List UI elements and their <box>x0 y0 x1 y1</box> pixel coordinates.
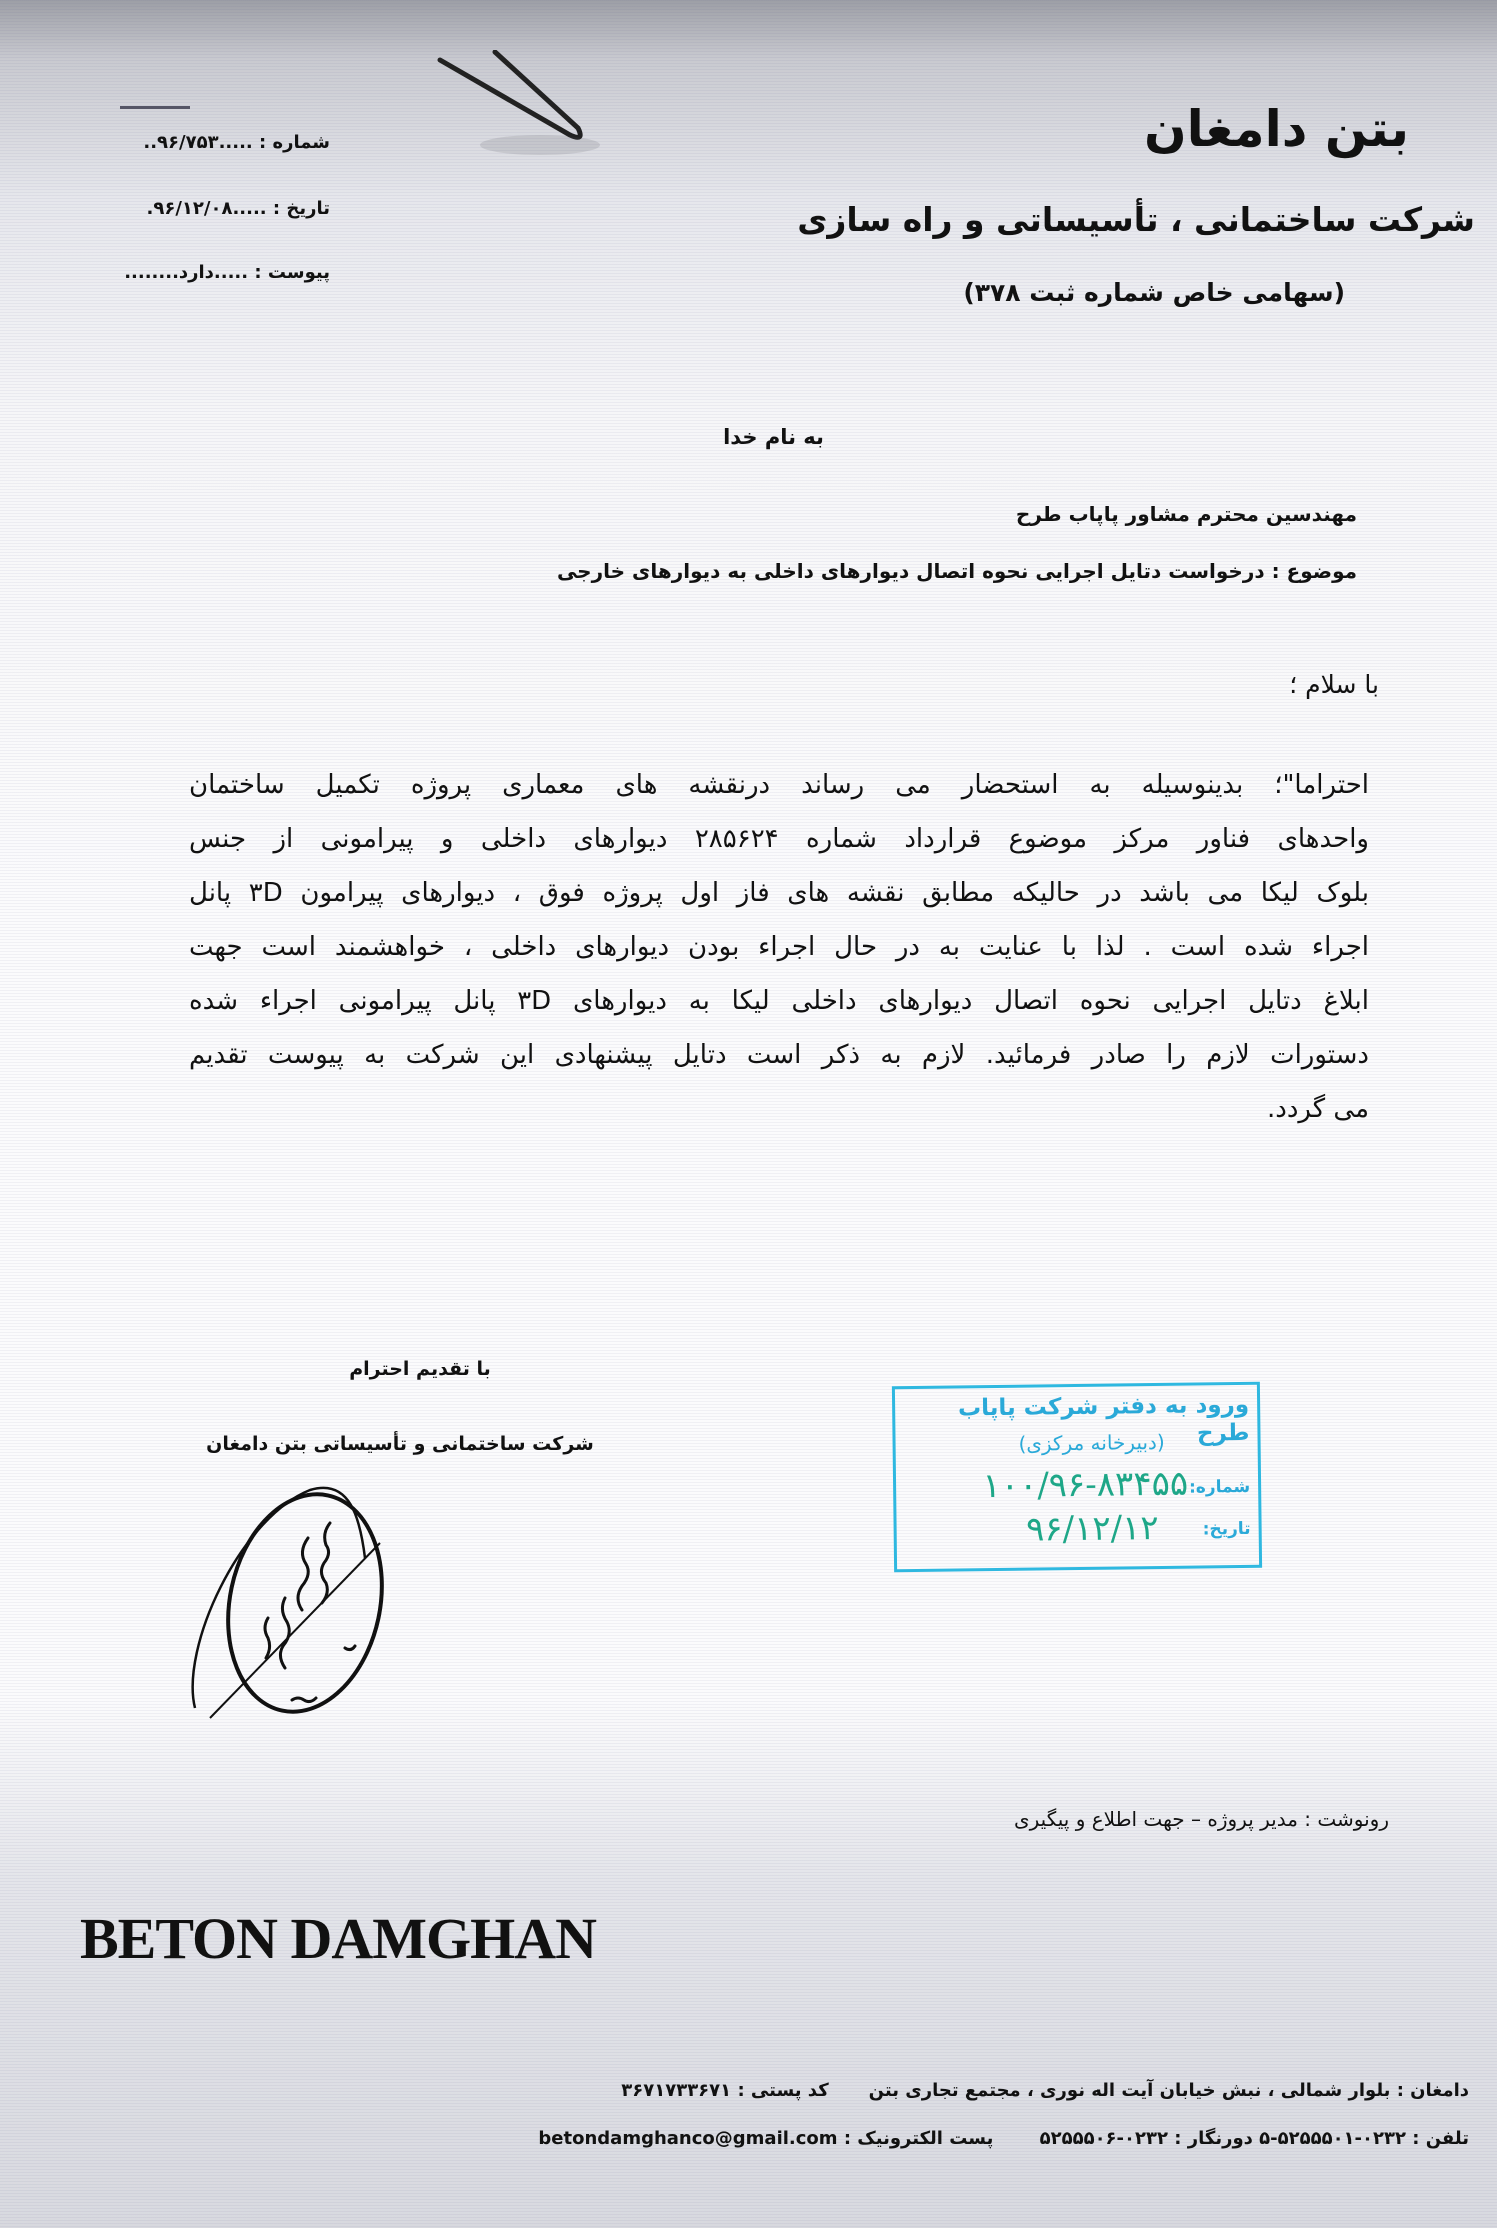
receipt-stamp-subtitle: (دبیرخانه مرکزی) <box>1018 1429 1165 1456</box>
basmala: به نام خدا <box>723 425 824 449</box>
postal-label: کد پستی : <box>737 2080 829 2101</box>
letter-body <box>189 758 1369 1136</box>
email-link[interactable]: betondamghanco@gmail.com <box>538 2128 838 2149</box>
body-line: اجراء شده است . لذا با عنایت به در حال اجراء بودن دیوارهای داخلی ، خواهشمند است جهت <box>189 932 1369 962</box>
body-line: ابلاغ دتایل اجرایی نحوه اتصال دیوارهای داخلی لیکا به دیوارهای ۳D پانل پیرامونی اجراء شده <box>189 986 1369 1016</box>
footer-address <box>621 2080 1469 2101</box>
closing: با تقدیم احترام <box>349 1358 491 1380</box>
body-line: دستورات لازم را صادر فرمائید. لازم به ذکر است دتایل پیشنهادی این شرکت به پیوست تقدیم <box>189 1040 1369 1070</box>
fax-label: دورنگار : <box>1174 2128 1253 2149</box>
letter-number-label: شماره : ..... <box>218 132 330 153</box>
signatory: شرکت ساختمانی و تأسیساتی بتن دامغان <box>206 1433 594 1455</box>
letter-attachment-value: دارد........ <box>124 262 214 283</box>
body-line: احتراما"؛ بدینوسیله به استحضار می رساند درنقشه های معماری پروژه تکمیل ساختمان <box>189 770 1369 800</box>
phone-label: تلفن : <box>1412 2128 1469 2149</box>
body-line: بلوک لیکا می باشد در حالیکه مطابق نقشه های فاز اول پروژه فوق ، دیوارهای پیرامون ۳D پانل <box>189 878 1369 908</box>
footer-logo: BETON DAMGHAN <box>80 1906 597 1971</box>
letter-attachment <box>110 262 330 283</box>
email-label: پست الکترونیک : <box>843 2128 994 2149</box>
postal-code: ۳۶۷۱۷۳۳۶۷۱ <box>621 2080 732 2101</box>
receipt-date-value: ۹۶/۱۲/۱۲ <box>1025 1508 1159 1550</box>
letter-date-value: ۹۶/۱۲/۰۸. <box>146 198 233 219</box>
receipt-stamp-title: ورود به دفتر شرکت پاپاب طرح <box>957 1391 1250 1447</box>
paperclip-icon <box>420 50 600 160</box>
receipt-date-label: تاریخ: <box>1202 1518 1251 1540</box>
footer-contact <box>538 2128 1469 2149</box>
phone-number: ۰۲۳۲-۵۲۵۵۵۰۱-۵ <box>1259 2128 1406 2149</box>
company-description: شرکت ساختمانی ، تأسیساتی و راه سازی <box>797 200 1475 239</box>
subject: موضوع : درخواست دتایل اجرایی نحوه اتصال دیوارهای داخلی به دیوارهای خارجی <box>556 559 1357 583</box>
letter-date-label: تاریخ : ..... <box>232 198 330 219</box>
letter-date <box>110 198 330 219</box>
carbon-copy: رونوشت : مدیر پروژه – جهت اطلاع و پیگیری <box>1013 1807 1389 1831</box>
letter-attachment-label: پیوست : ..... <box>213 262 330 283</box>
fax-number: ۰۲۳۲-۵۲۵۵۵۰۶ <box>1039 2128 1168 2149</box>
recipient: مهندسین محترم مشاور پاپاب طرح <box>1015 502 1357 526</box>
letter-number <box>110 132 330 153</box>
company-registration: (سهامی خاص شماره ثبت ۳۷۸) <box>963 278 1345 307</box>
address-text: دامغان : بلوار شمالی ، نبش خیابان آیت اله نوری ، مجتمع تجاری بتن <box>868 2080 1469 2101</box>
company-seal <box>180 1478 420 1728</box>
greeting: با سلام ؛ <box>1289 670 1379 699</box>
receipt-number-value: ۱۰۰/۹۶-۸۳۴۵۵ <box>982 1463 1189 1507</box>
body-line: می گردد. <box>1266 1094 1369 1124</box>
body-line: واحدهای فناور مرکز موضوع قرارداد شماره ۲۸۵۶۲۴ دیوارهای داخلی و پیرامونی از جنس <box>189 824 1369 854</box>
company-brand: بتن دامغان <box>1143 100 1409 158</box>
header-rule <box>120 106 190 109</box>
letter-number-value: ۹۶/۷۵۳.. <box>143 132 219 153</box>
receipt-number-label: شماره: <box>1188 1476 1251 1498</box>
receipt-stamp <box>892 1382 1262 1572</box>
